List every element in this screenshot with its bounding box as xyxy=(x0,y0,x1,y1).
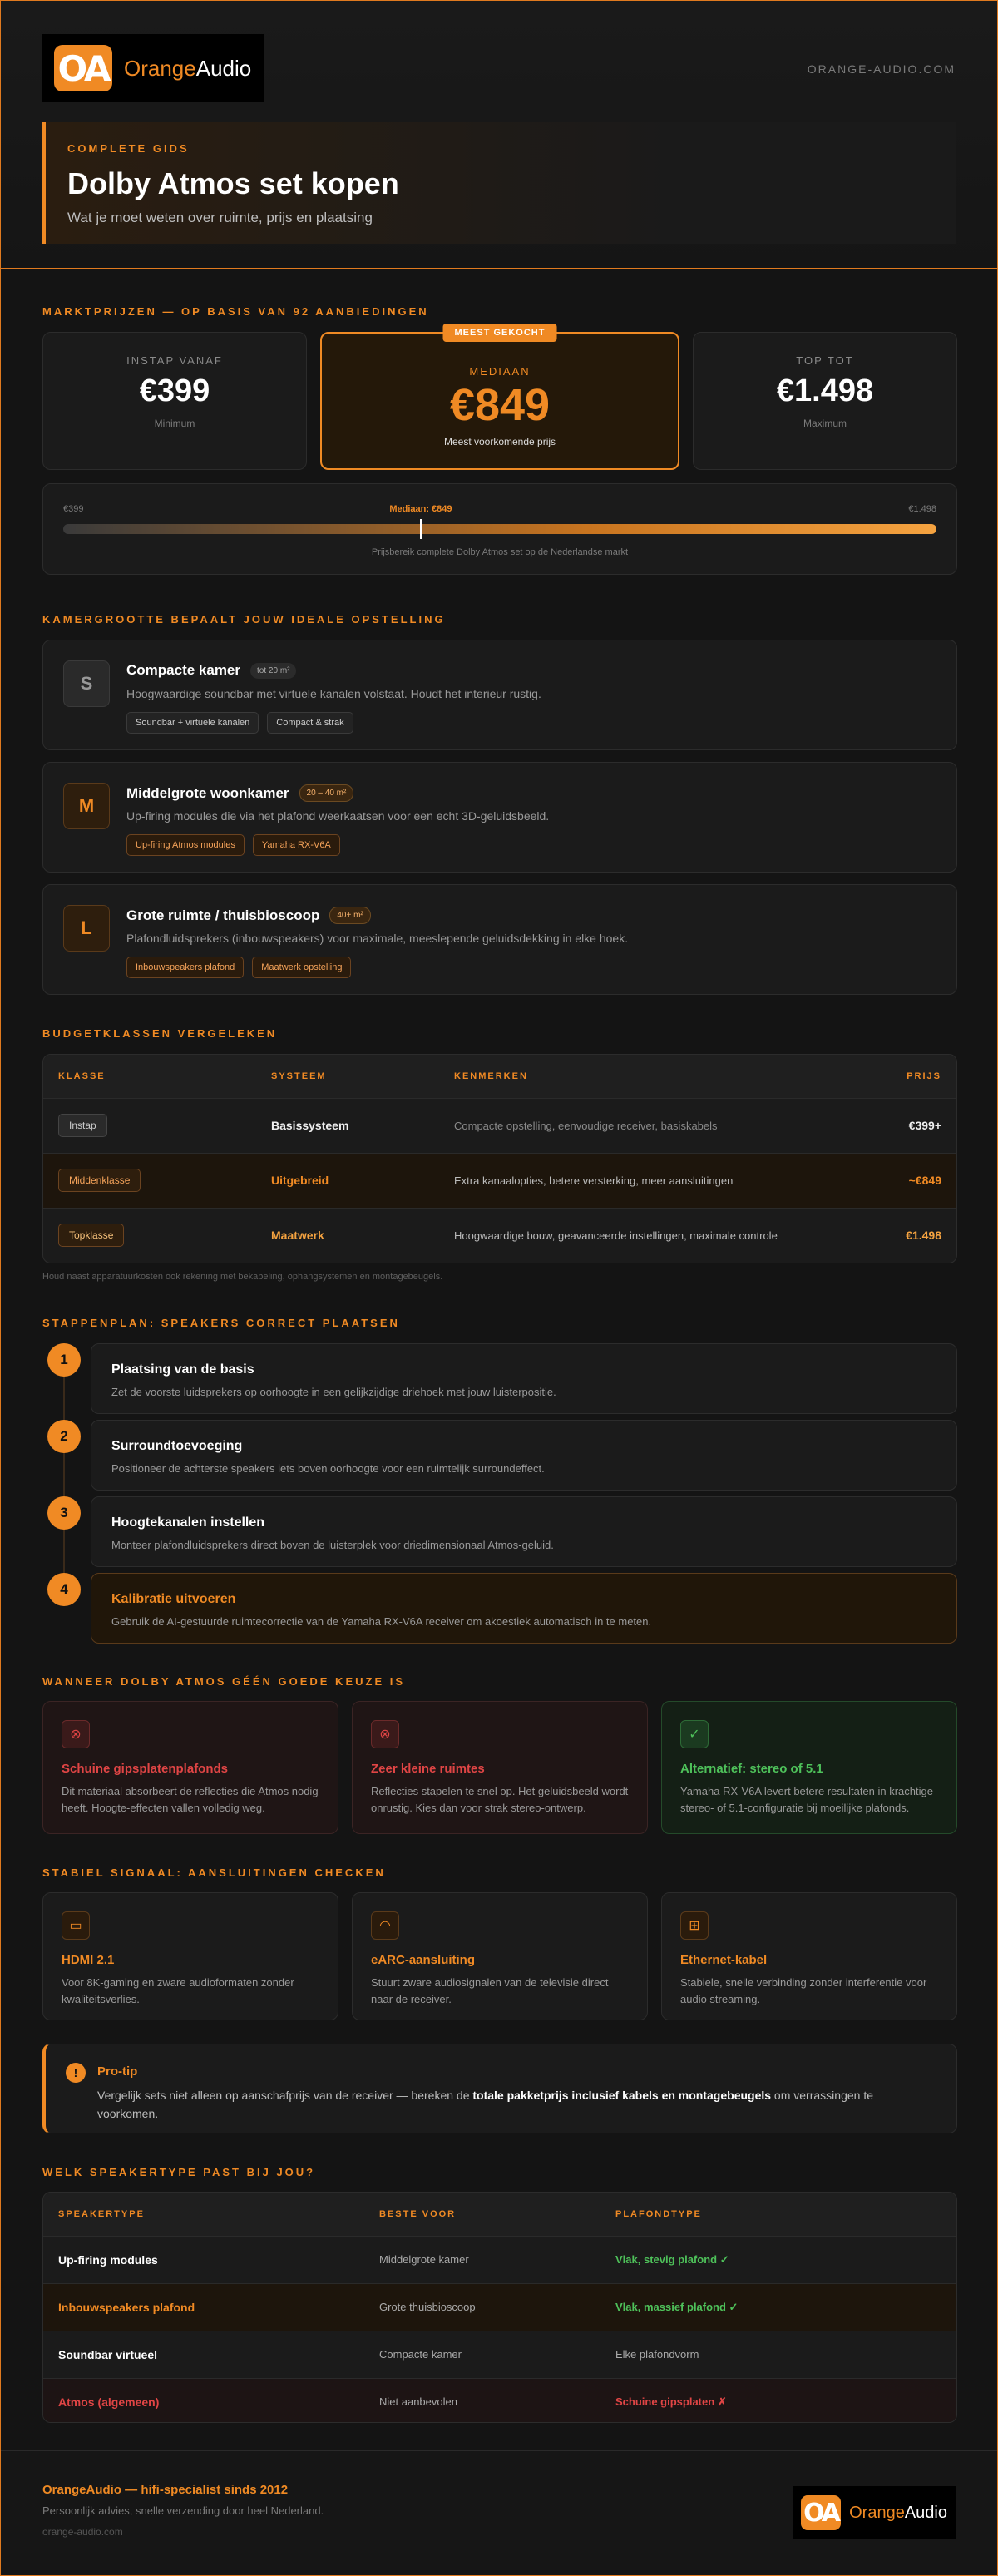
logo-mark: OA xyxy=(54,45,112,91)
footer-url[interactable]: orange-audio.com xyxy=(42,2526,123,2538)
step-number: 1 xyxy=(47,1343,81,1377)
rooms-title: KAMERGROOTTE BEPAALT JOUW IDEALE OPSTELLING xyxy=(42,613,446,625)
check-icon: ✓ xyxy=(680,1720,709,1748)
exclamation-icon: ! xyxy=(66,2063,86,2083)
footer-logo[interactable]: OA OrangeAudio xyxy=(793,2486,956,2539)
header xyxy=(1,1,997,269)
step-card: Hoogtekanalen instellen Monteer plafondluidsprekers direct boven de luisterplek voor driedimensionaal Atmos-geluid. xyxy=(91,1496,957,1567)
connection-card: ▭ HDMI 2.1 Voor 8K-gaming en zware audioformaten zonder kwaliteitsverlies. xyxy=(42,1892,338,2020)
connections-title: STABIEL SIGNAAL: AANSLUITINGEN CHECKEN xyxy=(42,1866,386,1879)
tv-icon: ▭ xyxy=(62,1911,90,1940)
step-card-highlight: Kalibratie uitvoeren Gebruik de AI-gestuurde ruimtecorrectie van de Yamaha RX-V6A receiver om akoestiek automatisch in te meten. xyxy=(91,1573,957,1644)
price-range: €399 Mediaan: €849 €1.498 Prijsbereik complete Dolby Atmos set op de Nederlandse markt xyxy=(42,483,957,575)
table-row: Atmos (algemeen) Niet aanbevolen Schuine gipsplaten ✗ xyxy=(43,2378,956,2423)
alternative-card: ✓ Alternatief: stereo of 5.1 Yamaha RX-V6A levert betere resultaten in krachtige stereo- of 5.1-configuratie bij moeilijke plafonds. xyxy=(661,1701,957,1834)
pro-tip-title: Pro-tip xyxy=(97,2064,138,2079)
warning-card: ⊗ Zeer kleine ruimtes Reflecties stapelen te snel op. Het geluidsbeeld wordt onrustig. Kies dan voor strak stereo-ontwerp. xyxy=(352,1701,648,1834)
step-number: 4 xyxy=(47,1573,81,1606)
hero xyxy=(42,122,956,244)
cross-circle-icon: ⊗ xyxy=(62,1720,90,1748)
table-row: Middenklasse Uitgebreid Extra kanaalopties, betere versterking, meer aansluitingen ~€849 xyxy=(43,1153,956,1208)
market-title: MARKTPRIJZEN — OP BASIS VAN 92 AANBIEDINGEN xyxy=(42,305,429,318)
connection-card: ⊞ Ethernet-kabel Stabiele, snelle verbinding zonder interferentie voor audio streaming. xyxy=(661,1892,957,2020)
budget-table: KLASSE SYSTEEM KENMERKEN PRIJS Instap Basissysteem Compacte opstelling, eenvoudige receiver, basiskabels €399+ Middenklasse Uitgebreid Extra kanaalopties, betere versterking, meer aansluitingen ~€849 Topklasse Maatwerk Hoogwaardige bouw, geavanceerde instellingen, maximale controle €1.498 xyxy=(42,1054,957,1263)
room-card-large: L Grote ruimte / thuisbioscoop 40+ m² Plafondluidsprekers (inbouwspeakers) voor maximale, meeslepende geluidsdekking in elke hoek. Inbouwspeakers plafond Maatwerk opstelling xyxy=(42,884,957,995)
site-link[interactable]: ORANGE-AUDIO.COM xyxy=(807,62,956,76)
median-marker xyxy=(420,519,422,539)
range-track xyxy=(63,524,936,534)
footer xyxy=(1,2450,997,2575)
connection-card: ◠ eARC-aansluiting Stuurt zware audiosignalen van de televisie direct naar de receiver. xyxy=(352,1892,648,2020)
footer-sub: Persoonlijk advies, snelle verzending door heel Nederland. xyxy=(42,2504,324,2517)
steps-title: STAPPENPLAN: SPEAKERS CORRECT PLAATSEN xyxy=(42,1317,400,1329)
budget-note: Houd naast apparatuurkosten ook rekening met bekabeling, ophangsystemen en montagebeugels. xyxy=(42,1272,443,1282)
stat-median: MEEST GEKOCHT MEDIAAN €849 Meest voorkomende prijs xyxy=(320,332,679,470)
stat-min: INSTAP VANAF €399 Minimum xyxy=(42,332,307,470)
budget-title: BUDGETKLASSEN VERGELEKEN xyxy=(42,1027,278,1040)
step-card: Plaatsing van de basis Zet de voorste luidsprekers op oorhoogte in een gelijkzijdige driehoek met jouw luisterpositie. xyxy=(91,1343,957,1414)
table-row: Topklasse Maatwerk Hoogwaardige bouw, geavanceerde instellingen, maximale controle €1.498 xyxy=(43,1208,956,1263)
step-number: 2 xyxy=(47,1420,81,1453)
pro-tip xyxy=(42,2044,957,2133)
step-number: 3 xyxy=(47,1496,81,1530)
median-label: Mediaan: €849 xyxy=(389,504,452,514)
hero-kicker: COMPLETE GIDS xyxy=(67,142,190,155)
page-title: Dolby Atmos set kopen xyxy=(67,166,399,200)
speakers-title: WELK SPEAKERTYPE PAST BIJ JOU? xyxy=(42,2166,316,2178)
table-row: Up-firing modules Middelgrote kamer Vlak, stevig plafond ✓ xyxy=(43,2236,956,2283)
range-caption: Prijsbereik complete Dolby Atmos set op de Nederlandse markt xyxy=(371,547,629,557)
page-subtitle: Wat je moet weten over ruimte, prijs en plaatsing xyxy=(67,210,373,225)
room-card-medium: M Middelgrote woonkamer 20 – 40 m² Up-firing modules die via het plafond weerkaatsen voor een echt 3D-geluidsbeeld. Up-firing Atmos modules Yamaha RX-V6A xyxy=(42,762,957,873)
grid-icon: ⊞ xyxy=(680,1911,709,1940)
room-card-small: S Compacte kamer tot 20 m² Hoogwaardige soundbar met virtuele kanalen volstaat. Houdt het interieur rustig. Soundbar + virtuele kanalen Compact & strak xyxy=(42,640,957,750)
logo[interactable] xyxy=(42,34,264,102)
most-bought-badge: MEEST GEKOCHT xyxy=(443,324,557,342)
logo-text: OrangeAudio xyxy=(124,55,252,81)
table-row: Soundbar virtueel Compacte kamer Elke plafondvorm xyxy=(43,2331,956,2378)
warnings-title: WANNEER DOLBY ATMOS GÉÉN GOEDE KEUZE IS xyxy=(42,1675,406,1688)
pro-tip-text: Vergelijk sets niet alleen op aanschafprijs van de receiver — bereken de totale pakketprijs inclusief kabels en montagebeugels om verrassingen te voorkomen. xyxy=(97,2089,873,2120)
wifi-icon: ◠ xyxy=(371,1911,399,1940)
table-row: Inbouwspeakers plafond Grote thuisbioscoop Vlak, massief plafond ✓ xyxy=(43,2283,956,2331)
speaker-table: SPEAKERTYPE BESTE VOOR PLAFONDTYPE Up-firing modules Middelgrote kamer Vlak, stevig plafond ✓ Inbouwspeakers plafond Grote thuisbioscoop Vlak, massief plafond ✓ Soundbar virtueel Compacte kamer Elke plafondvorm Atmos (algemeen) Niet aanbevolen Schuine gipsplaten ✗ xyxy=(42,2192,957,2423)
footer-title: OrangeAudio — hifi-specialist sinds 2012 xyxy=(42,2483,289,2497)
table-row: Instap Basissysteem Compacte opstelling, eenvoudige receiver, basiskabels €399+ xyxy=(43,1098,956,1153)
stat-max: TOP TOT €1.498 Maximum xyxy=(693,332,957,470)
cross-circle-icon: ⊗ xyxy=(371,1720,399,1748)
step-card: Surroundtoevoeging Positioneer de achterste speakers iets boven oorhoogte voor een ruimtelijk surroundeffect. xyxy=(91,1420,957,1491)
warning-card: ⊗ Schuine gipsplatenplafonds Dit materiaal absorbeert de reflecties die Atmos nodig heeft. Hoogte-effecten vallen volledig weg. xyxy=(42,1701,338,1834)
steps-line xyxy=(63,1361,65,1585)
